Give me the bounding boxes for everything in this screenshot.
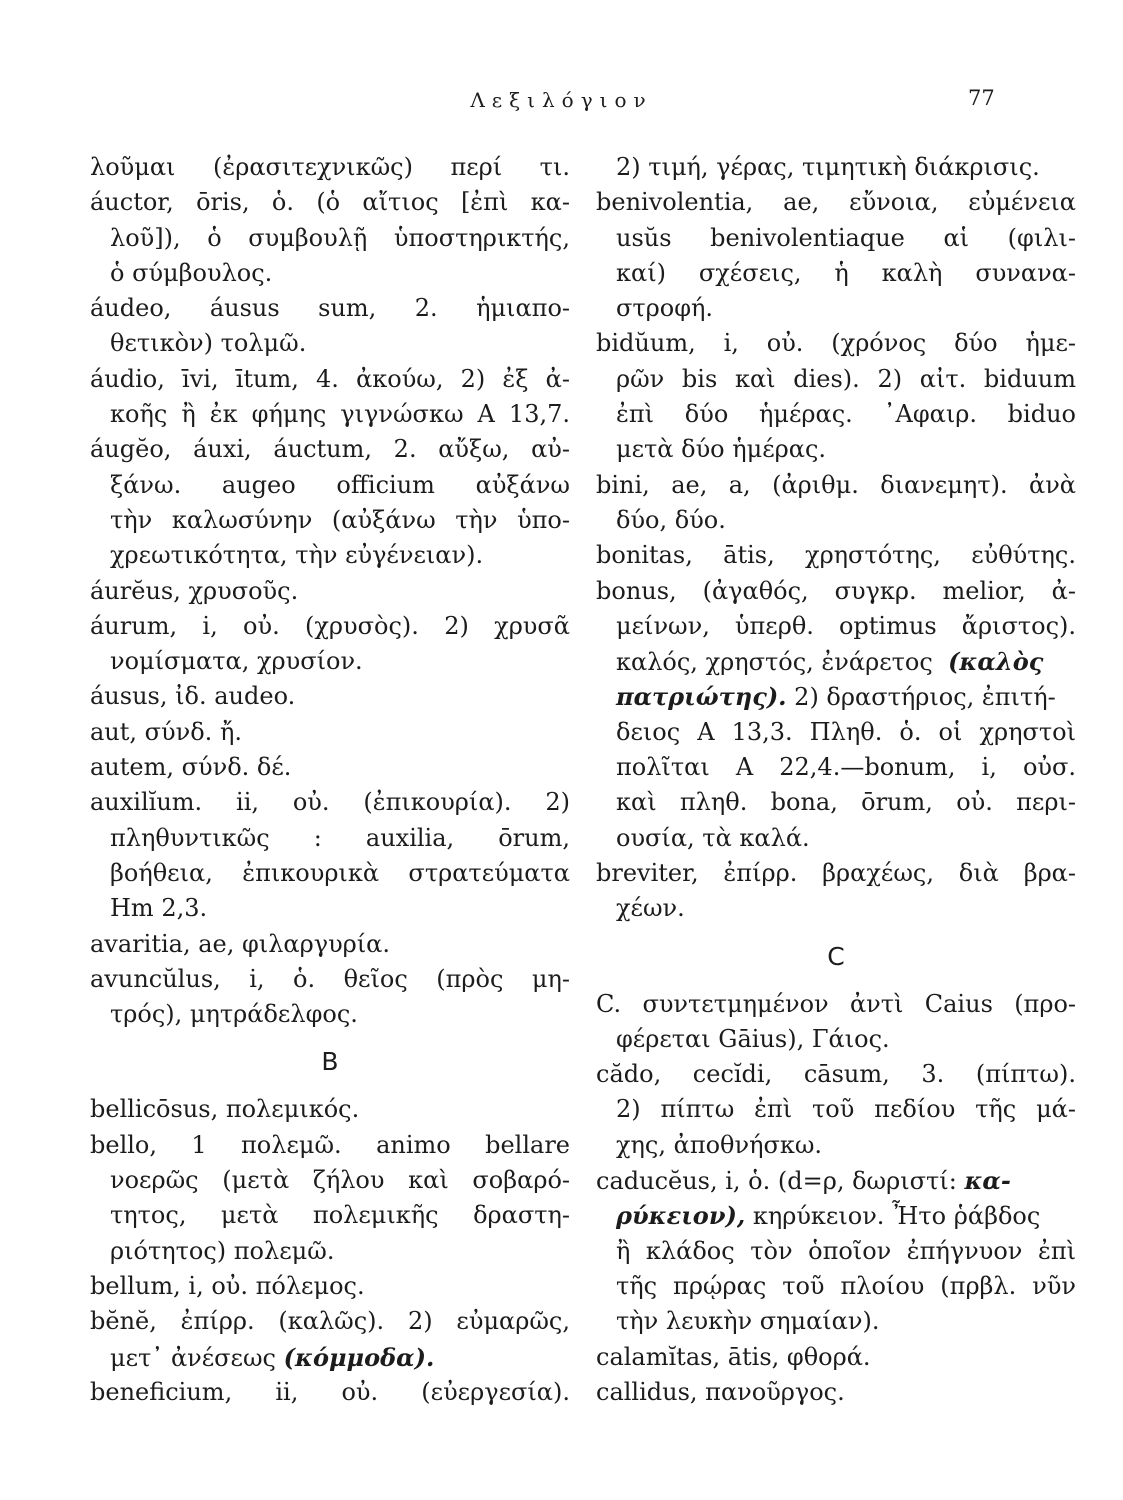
italic-gloss: κα- (964, 1166, 1011, 1196)
entry-line: áurĕus, χρυσοῦς. (90, 576, 299, 605)
entry-line: ὁ σύμβουλος. (110, 258, 273, 287)
entry-text: μετ᾽ ἀνέσεως (110, 1343, 276, 1372)
entry-line: δειος Α 13,3. Πληθ. ὁ. οἱ χρηστοὶ (616, 717, 1076, 746)
entry-line: áusus, ἰδ. audeo. (90, 682, 296, 711)
entry-line: τὴν λευκὴν σημαίαν). (616, 1307, 880, 1336)
entry-line: ριότητος) πολεμῶ. (110, 1236, 335, 1265)
entry-line (596, 679, 1076, 714)
entries-b-section (90, 1092, 570, 1410)
italic-gloss: ρύκειον), (616, 1201, 746, 1231)
entry-line: bellicōsus, πολεμικός. (90, 1095, 360, 1124)
entry-line: χης, ἀποθνήσκω. (616, 1130, 823, 1159)
entry-line: áudeo, áusus sum, 2. ἡμιαπο- (90, 294, 570, 323)
entry-line: τητος, μετὰ πολεμικῆς δραστη- (110, 1201, 570, 1230)
entry-line: ρῶν bis καὶ dies). 2) αἰτ. biduum (616, 364, 1076, 393)
entry-line: τῆς πρῴρας τοῦ πλοίου (πρβλ. νῦν (616, 1271, 1076, 1300)
entry-line: cădo, cecĭdi, cāsum, 3. (πίπτω). (596, 1060, 1076, 1089)
entry-line: βοήθεια, ἐπικουρικὰ στρατεύματα (110, 858, 570, 887)
entry-line: beneficium, ii, οὐ. (εὐεργεσία). (90, 1377, 570, 1406)
entry-line: avaritia, ae, φιλαργυρία. (90, 929, 391, 958)
entry-line: καὶ πληθ. bona, ōrum, οὐ. περι- (616, 788, 1076, 817)
entry-line: áudio, īvi, ītum, 4. ἀκούω, 2) ἐξ ἀ- (90, 364, 570, 393)
entry-line: áurum, i, οὐ. (χρυσὸς). 2) χρυσᾶ (90, 611, 570, 640)
entry-line: λοῦμαι (ἐρασιτεχνικῶς) περί τι. (90, 153, 570, 181)
entry-line (596, 1198, 1076, 1233)
entries-a-section (596, 150, 1076, 927)
entry-line: νοερῶς (μετὰ ζήλου καὶ σοβαρό- (110, 1166, 570, 1195)
entry-line: ξάνω. augeo officium αὐξάνω (110, 470, 570, 499)
entry-line: autem, σύνδ. δέ. (90, 753, 292, 782)
entry-line: áuctor, ōris, ὁ. (ὁ αἴτιος [ἐπὶ κα- (90, 188, 570, 217)
entry-line: benivolentia, ae, εὔνοια, εὐμένεια (596, 188, 1076, 217)
entries-c-section (596, 987, 1076, 1411)
entry-line: C. συντετμημένον ἀντὶ Caius (προ- (596, 989, 1076, 1018)
entry-line: avuncŭlus, i, ὁ. θεῖος (πρὸς μη- (90, 964, 570, 993)
entry-line: bellum, i, οὐ. πόλεμος. (90, 1271, 365, 1300)
entry-line: τρός), μητράδελφος. (110, 1000, 358, 1029)
entry-line: καί) σχέσεις, ἡ καλὴ συνανα- (616, 258, 1076, 287)
entry-line: bonitas, ātis, χρηστότης, εὐθύτης. (596, 541, 1076, 570)
entry-line: bini, ae, a, (ἀριθμ. διανεμητ). ἀνὰ (596, 470, 1076, 499)
entry-line: μετὰ δύο ἡμέρας. (616, 435, 827, 464)
running-head: Λεξιλόγιον (470, 88, 653, 112)
entry-line: χρεωτικότητα, τὴν εὐγένειαν). (110, 541, 484, 570)
entry-line: usŭs benivolentiaque αἱ (φιλι- (616, 223, 1076, 252)
entry-line: auxilĭum. ii, οὐ. (ἐπικουρία). 2) (90, 788, 570, 817)
entry-line: πληθυντικῶς : auxilia, ōrum, (110, 823, 570, 852)
entry-text: caducĕus, i, ὁ. (d=ρ, δωριστί: (596, 1167, 957, 1196)
entry-text: καλός, χρηστός, ἐνάρετος (616, 648, 933, 677)
entry-line: áugĕo, áuxi, áuctum, 2. αὔξω, αὐ- (90, 435, 570, 464)
entry-line: bonus, (ἀγαθός, συγκρ. melior, ἀ- (596, 576, 1076, 605)
section-letter-b: B (321, 1047, 339, 1077)
entry-line: μείνων, ὑπερθ. optimus ἄριστος). (616, 611, 1076, 640)
entry-line: ἢ κλάδος τὸν ὁποῖον ἐπήγνυον ἐπὶ (616, 1236, 1076, 1265)
entry-line: φέρεται Gāius), Γάιος. (616, 1024, 890, 1053)
entry-line: calamĭtas, ātis, φθορά. (596, 1342, 871, 1371)
entry-line: bĕnĕ, ἐπίρρ. (καλῶς). 2) εὐμαρῶς, (90, 1307, 570, 1336)
right-column (596, 150, 1076, 1410)
entry-line: breviter, ἐπίρρ. βραχέως, διὰ βρα- (596, 858, 1076, 887)
entry-line: λοῦ]), ὁ συμβουλῇ ὑποστηρικτής, (110, 223, 570, 252)
entry-line (596, 644, 1076, 679)
entry-line: bello, 1 πολεμῶ. animo bellare (90, 1130, 570, 1159)
entry-line (90, 1340, 570, 1375)
entry-line: Hm 2,3. (110, 894, 208, 923)
entry-line: στροφή. (616, 294, 714, 323)
italic-gloss: πατριώτης). (616, 682, 787, 712)
entry-line: 2) πίπτω ἐπὶ τοῦ πεδίου τῆς μά- (616, 1095, 1076, 1124)
entry-line: aut, σύνδ. ἤ. (90, 717, 242, 746)
entry-line: θετικὸν) τολμῶ. (110, 329, 307, 358)
entry-line: χέων. (616, 894, 685, 923)
entry-line (596, 1163, 1076, 1198)
italic-gloss: (κόμμοδα). (283, 1342, 435, 1372)
entry-text: κηρύκειον. Ἦτο ῥάβδος (752, 1202, 1041, 1231)
entry-line: τὴν καλωσύνην (αὐξάνω τὴν ὑπο- (110, 505, 570, 534)
entry-text: 2) δραστήριος, ἐπιτή- (794, 683, 1056, 712)
section-letter-c: C (827, 941, 845, 971)
entry-line: πολῖται Α 22,4.—bonum, i, οὐσ. (616, 753, 1076, 782)
entry-line: 2) τιμή, γέρας, τιμητικὴ διάκρισις. (616, 153, 1040, 181)
page-number: 77 (968, 86, 995, 110)
entry-line: νομίσματα, χρυσίον. (110, 647, 363, 676)
entry-line: callidus, πανοῦργος. (596, 1377, 845, 1406)
italic-gloss: (καλὸς (948, 647, 1044, 677)
entry-line: δύο, δύο. (616, 505, 726, 534)
entries-a-section (90, 150, 570, 1032)
left-column (90, 150, 570, 1410)
entry-line: bidŭum, i, οὐ. (χρόνος δύο ἡμε- (596, 329, 1076, 358)
entry-line: ουσία, τὰ καλά. (616, 823, 810, 852)
entry-line: ἐπὶ δύο ἡμέρας. ᾽Αφαιρ. biduo (616, 400, 1076, 429)
entry-line: κοῆς ἢ ἐκ φήμης γιγνώσκω Α 13,7. (110, 400, 570, 429)
